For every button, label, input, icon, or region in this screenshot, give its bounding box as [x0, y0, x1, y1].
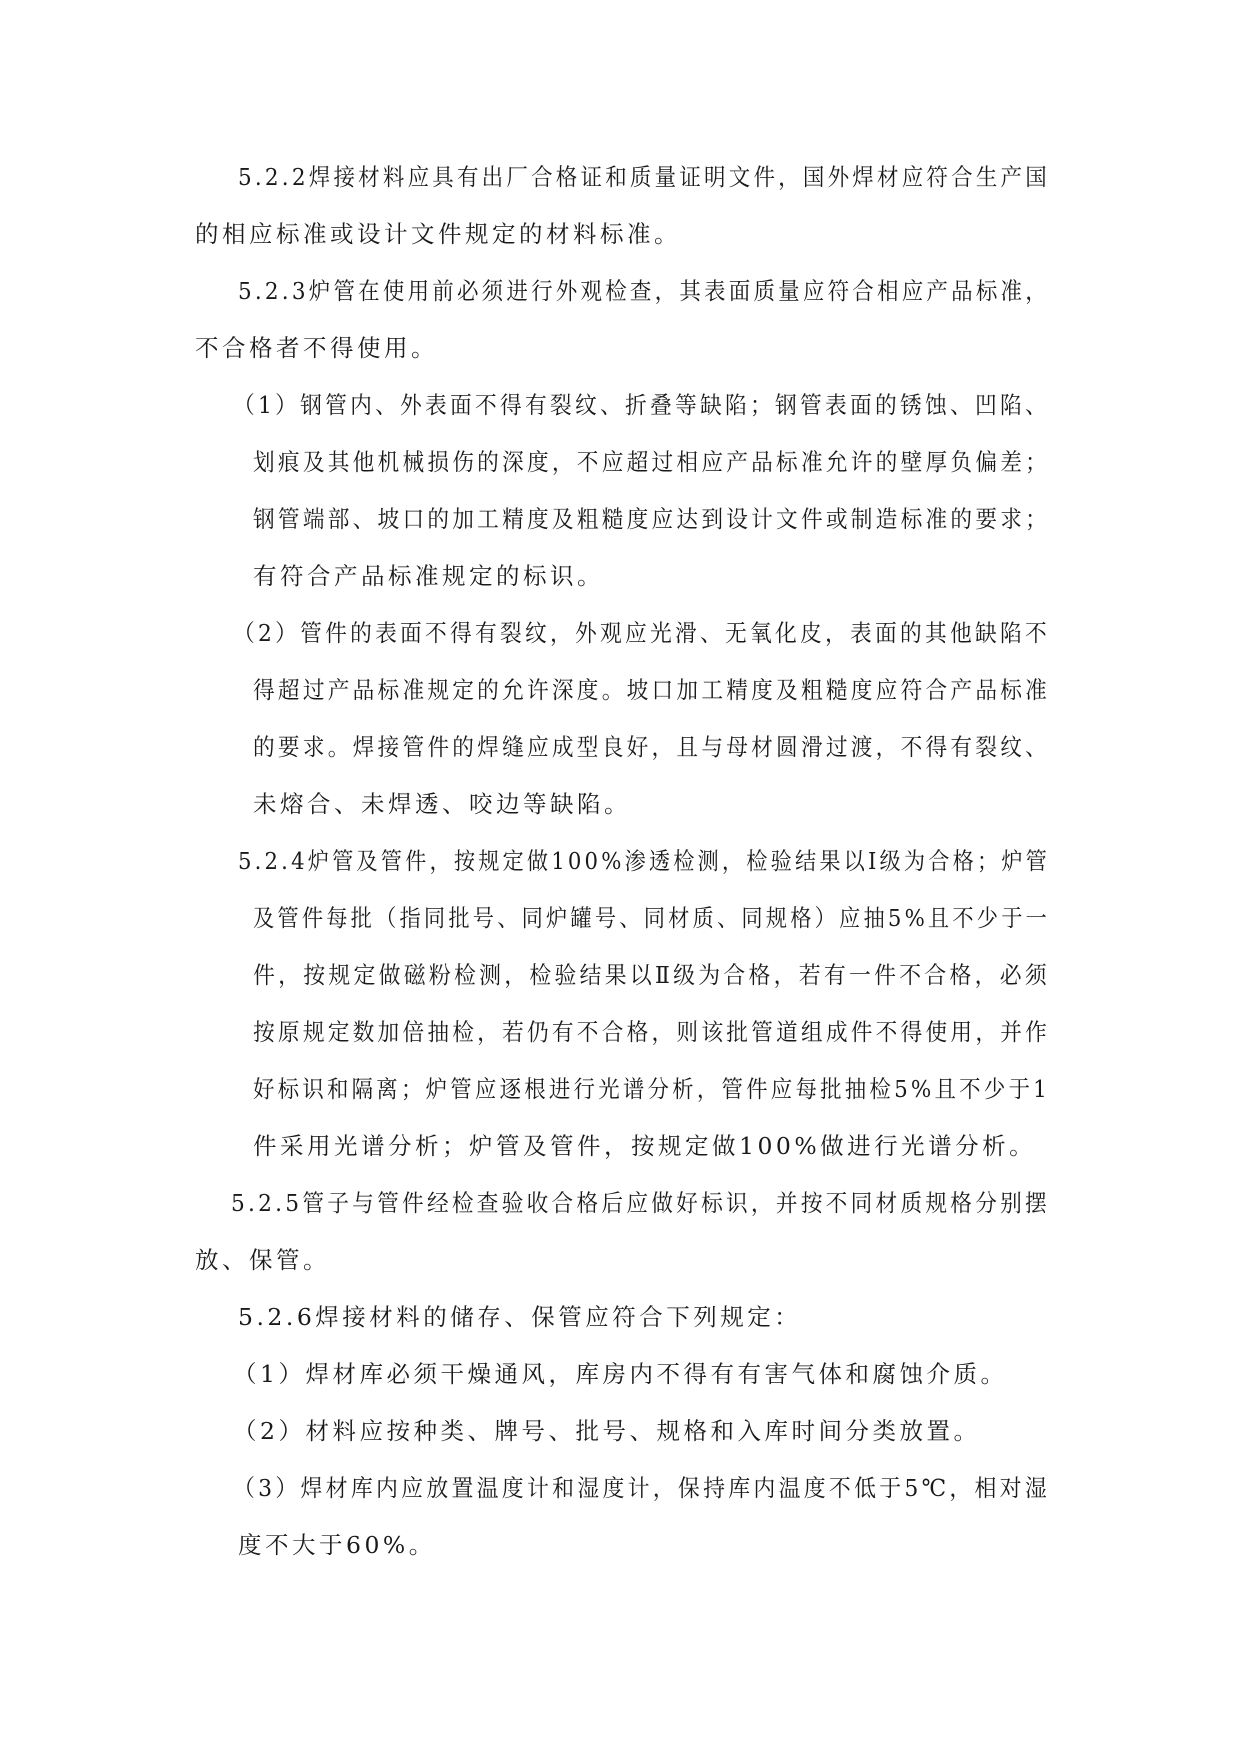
clause-5-2-4-line-2: 及管件每批（指同批号、同炉罐号、同材质、同规格）应抽5%且不少于一 [253, 904, 1051, 932]
clause-5-2-5-line-2: 放、保管。 [195, 1246, 330, 1274]
clause-5-2-4-line-6: 件采用光谱分析；炉管及管件，按规定做100%做进行光谱分析。 [253, 1132, 1037, 1160]
item-5-2-3-2-line-3: 的要求。焊接管件的焊缝应成型良好，且与母材圆滑过渡，不得有裂纹、 [253, 733, 1051, 761]
clause-5-2-4-line-5: 好标识和隔离；炉管应逐根进行光谱分析，管件应每批抽检5%且不少于1 [253, 1075, 1050, 1103]
item-5-2-3-2-line-2: 得超过产品标准规定的允许深度。坡口加工精度及粗糙度应符合产品标准 [253, 676, 1051, 704]
item-5-2-3-1-line-1: （1）钢管内、外表面不得有裂纹、折叠等缺陷；钢管表面的锈蚀、凹陷、 [233, 391, 1050, 419]
item-5-2-6-3-line-2: 度不大于60%。 [238, 1531, 436, 1559]
item-5-2-6-3-line-1: （3）焊材库内应放置温度计和湿度计，保持库内温度不低于5℃，相对湿 [233, 1474, 1050, 1502]
item-5-2-3-2-line-4: 未熔合、未焊透、咬边等缺陷。 [253, 790, 631, 818]
clause-5-2-2-line-2: 的相应标准或设计文件规定的材料标准。 [195, 220, 681, 248]
clause-5-2-6-line-1: 5.2.6焊接材料的储存、保管应符合下列规定： [238, 1303, 802, 1331]
item-5-2-3-1-line-2: 划痕及其他机械损伤的深度，不应超过相应产品标准允许的壁厚负偏差； [253, 448, 1051, 476]
item-5-2-6-1-line-1: （1）焊材库必须干燥通风，库房内不得有有害气体和腐蚀介质。 [233, 1360, 1008, 1388]
item-5-2-6-2-line-1: （2）材料应按种类、牌号、批号、规格和入库时间分类放置。 [233, 1417, 981, 1445]
clause-5-2-5-line-1: 5.2.5管子与管件经检查验收合格后应做好标识，并按不同材质规格分别摆 [231, 1189, 1050, 1217]
item-5-2-3-1-line-3: 钢管端部、坡口的加工精度及粗糙度应达到设计文件或制造标准的要求； [253, 505, 1051, 533]
clause-5-2-4-line-1: 5.2.4炉管及管件，按规定做100%渗透检测，检验结果以Ⅰ级为合格；炉管 [238, 847, 1051, 875]
clause-5-2-2-line-1: 5.2.2焊接材料应具有出厂合格证和质量证明文件，国外焊材应符合生产国 [238, 163, 1050, 191]
clause-5-2-4-line-4: 按原规定数加倍抽检，若仍有不合格，则该批管道组成件不得使用，并作 [253, 1018, 1051, 1046]
clause-5-2-3-line-2: 不合格者不得使用。 [195, 334, 438, 362]
clause-5-2-3-line-1: 5.2.3炉管在使用前必须进行外观检查，其表面质量应符合相应产品标准， [238, 277, 1050, 305]
item-5-2-3-1-line-4: 有符合产品标准规定的标识。 [253, 562, 604, 590]
item-5-2-3-2-line-1: （2）管件的表面不得有裂纹，外观应光滑、无氧化皮，表面的其他缺陷不 [233, 619, 1050, 647]
clause-5-2-4-line-3: 件，按规定做磁粉检测，检验结果以Ⅱ级为合格，若有一件不合格，必须 [253, 961, 1050, 989]
